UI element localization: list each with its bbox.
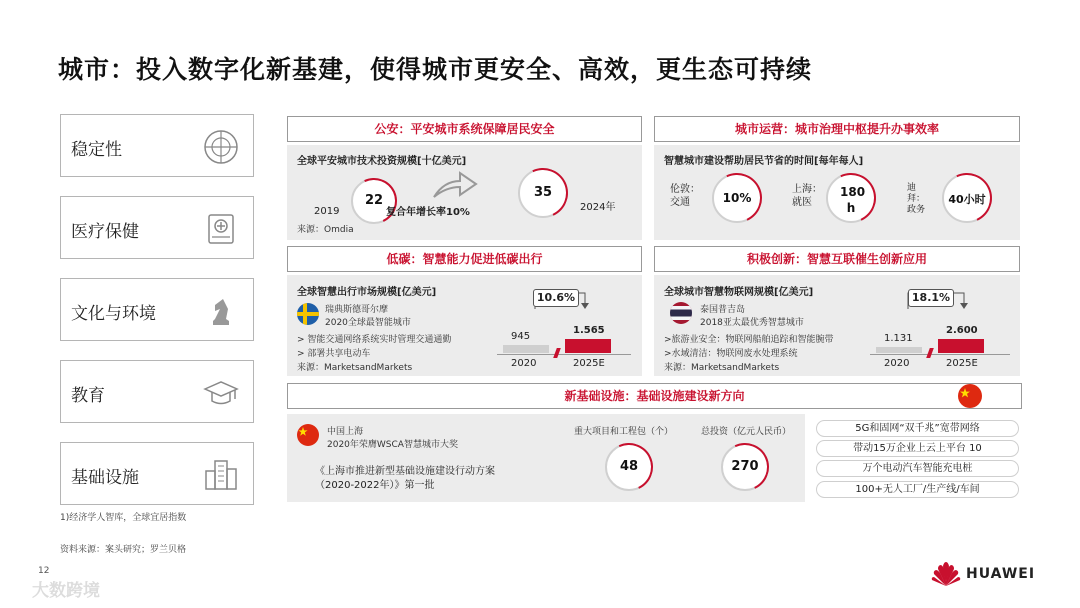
x-axis [497,354,631,355]
bar [938,339,984,353]
bar-value-label: 1.131 [884,333,913,344]
footnote: 1)经济学人智库，全球宜居指数 [60,513,187,523]
sidebar-item-infrastructure[interactable] [60,442,254,505]
city-name: 中国上海 [327,427,364,437]
city-label: 伦敦： 交通 [670,184,700,208]
innovation-panel [654,275,1020,376]
watermark: 大数跨境 [32,581,100,601]
year-label: 2019 [314,206,340,217]
bar [565,339,611,353]
lowcarbon-panel [287,275,642,376]
time-saved-dubai: 40小时 [942,173,992,223]
source-note: 来源：Omdia [297,225,354,235]
growth-label: 10.6% [533,289,579,307]
security-value-2019: 22 [351,178,397,224]
sidebar-item-label: 基础设施 [71,468,139,488]
page-number: 12 [38,566,50,576]
bullet-item: > 部署共享电动车 [297,349,371,359]
sidebar-item-healthcare[interactable] [60,196,254,259]
bullet-item: >旅游业安全：物联网船舶追踪和智能腕带 [664,335,834,345]
plan-subtitle: （2020-2022年）》第一批 [315,480,435,491]
lowcarbon-bar-chart [495,283,635,373]
sidebar-item-label: 文化与环境 [71,304,156,324]
sidebar-item-culture[interactable] [60,278,254,341]
operations-panel [654,145,1020,240]
growth-arrow-icon [430,167,480,201]
sidebar-item-label: 教育 [71,386,105,406]
x-tick-label: 2025E [946,358,978,369]
operations-header: 城市运营：城市治理中枢提升办事效率 [654,116,1020,142]
bar-value-label: 1.565 [573,325,605,336]
infra-pill: 万个电动汽车智能充电桩 [816,460,1019,477]
graduation-cap-icon [203,375,239,411]
city-name: 泰国普吉岛 [700,305,746,315]
cagr-label: 复合年增长率10% [386,207,470,218]
source-note: 来源：MarketsandMarkets [297,363,413,373]
city-label: 迪 拜： 政务 [907,183,926,215]
investment-label: 总投资（亿元人民币） [701,427,792,437]
x-tick-label: 2020 [511,358,537,369]
medical-book-icon [203,211,239,247]
axis-break [926,348,934,358]
plan-title: 《上海市推进新型基础设施建设行动方案 [315,466,495,477]
bullet-item: >水域清洁：物联网废水处理系统 [664,349,798,359]
sidebar-item-label: 稳定性 [71,140,122,160]
infra-header: 新基础设施：基础设施建设新方向 [287,383,1022,409]
investment-total: 270 [721,443,769,491]
projects-label: 重大项目和工程包（个） [574,427,674,437]
x-tick-label: 2020 [884,358,910,369]
infra-pill: 100+无人工厂/生产线/车间 [816,481,1019,498]
time-saved-london: 10% [712,173,762,223]
sidebar-item-stability[interactable] [60,114,254,177]
sweden-flag-icon [297,303,319,325]
page-title: 城市：投入数字化新基建，使得城市更安全、高效，更生态可持续 [58,55,813,84]
innovation-metric: 全球城市智慧物联网规模[亿美元] [664,287,814,298]
city-award: 2020年荣膺WSCA智慧城市大奖 [327,440,458,450]
security-panel [287,145,642,240]
chess-knight-icon [203,293,239,329]
axis-break [553,348,561,358]
operations-metric: 智慧城市建设帮助居民节省的时间[每年每人] [664,156,864,167]
security-metric: 全球平安城市技术投资规模[十亿美元] [297,156,467,167]
infra-pill: 带动15万企业上云上平台 10 [816,440,1019,457]
bar-value-label: 2.600 [946,325,978,336]
huawei-logo-icon [930,560,962,588]
lowcarbon-header: 低碳：智慧能力促进低碳出行 [287,246,642,272]
bar [876,347,922,353]
security-value-2024: 35 [518,168,568,218]
globe-icon [203,129,239,165]
source-note: 来源：MarketsandMarkets [664,363,780,373]
buildings-icon [203,457,239,493]
projects-count: 48 [605,443,653,491]
bullet-item: > 智能交通网络系统实时管理交通通勤 [297,335,452,345]
innovation-bar-chart [868,283,1014,373]
year-label: 2024年 [580,202,616,213]
security-header: 公安：平安城市系统保障居民安全 [287,116,642,142]
bar [503,345,549,353]
brand-name: HUAWEI [966,566,1036,582]
source-note: 资料来源：案头研究；罗兰贝格 [60,545,187,555]
infra-pill: 5G和固网“双千兆”宽带网络 [816,420,1019,437]
china-flag-icon [297,424,319,446]
city-award: 2018亚太最优秀智慧城市 [700,318,804,328]
city-label: 上海： 就医 [792,184,822,208]
bar-value-label: 945 [511,331,531,342]
lowcarbon-metric: 全球智慧出行市场规模[亿美元] [297,287,437,298]
x-tick-label: 2025E [573,358,605,369]
china-flag-icon [958,384,982,408]
sidebar-item-label: 医疗保健 [71,222,139,242]
innovation-header: 积极创新：智慧互联催生创新应用 [654,246,1020,272]
thailand-flag-icon [670,302,692,324]
x-axis [870,354,1010,355]
city-name: 瑞典斯德哥尔摩 [325,305,389,315]
infra-panel [287,414,805,502]
city-award: 2020全球最智能城市 [325,318,411,328]
sidebar-item-education[interactable] [60,360,254,423]
time-saved-shanghai: 180 h [826,173,876,223]
growth-label: 18.1% [908,289,954,307]
